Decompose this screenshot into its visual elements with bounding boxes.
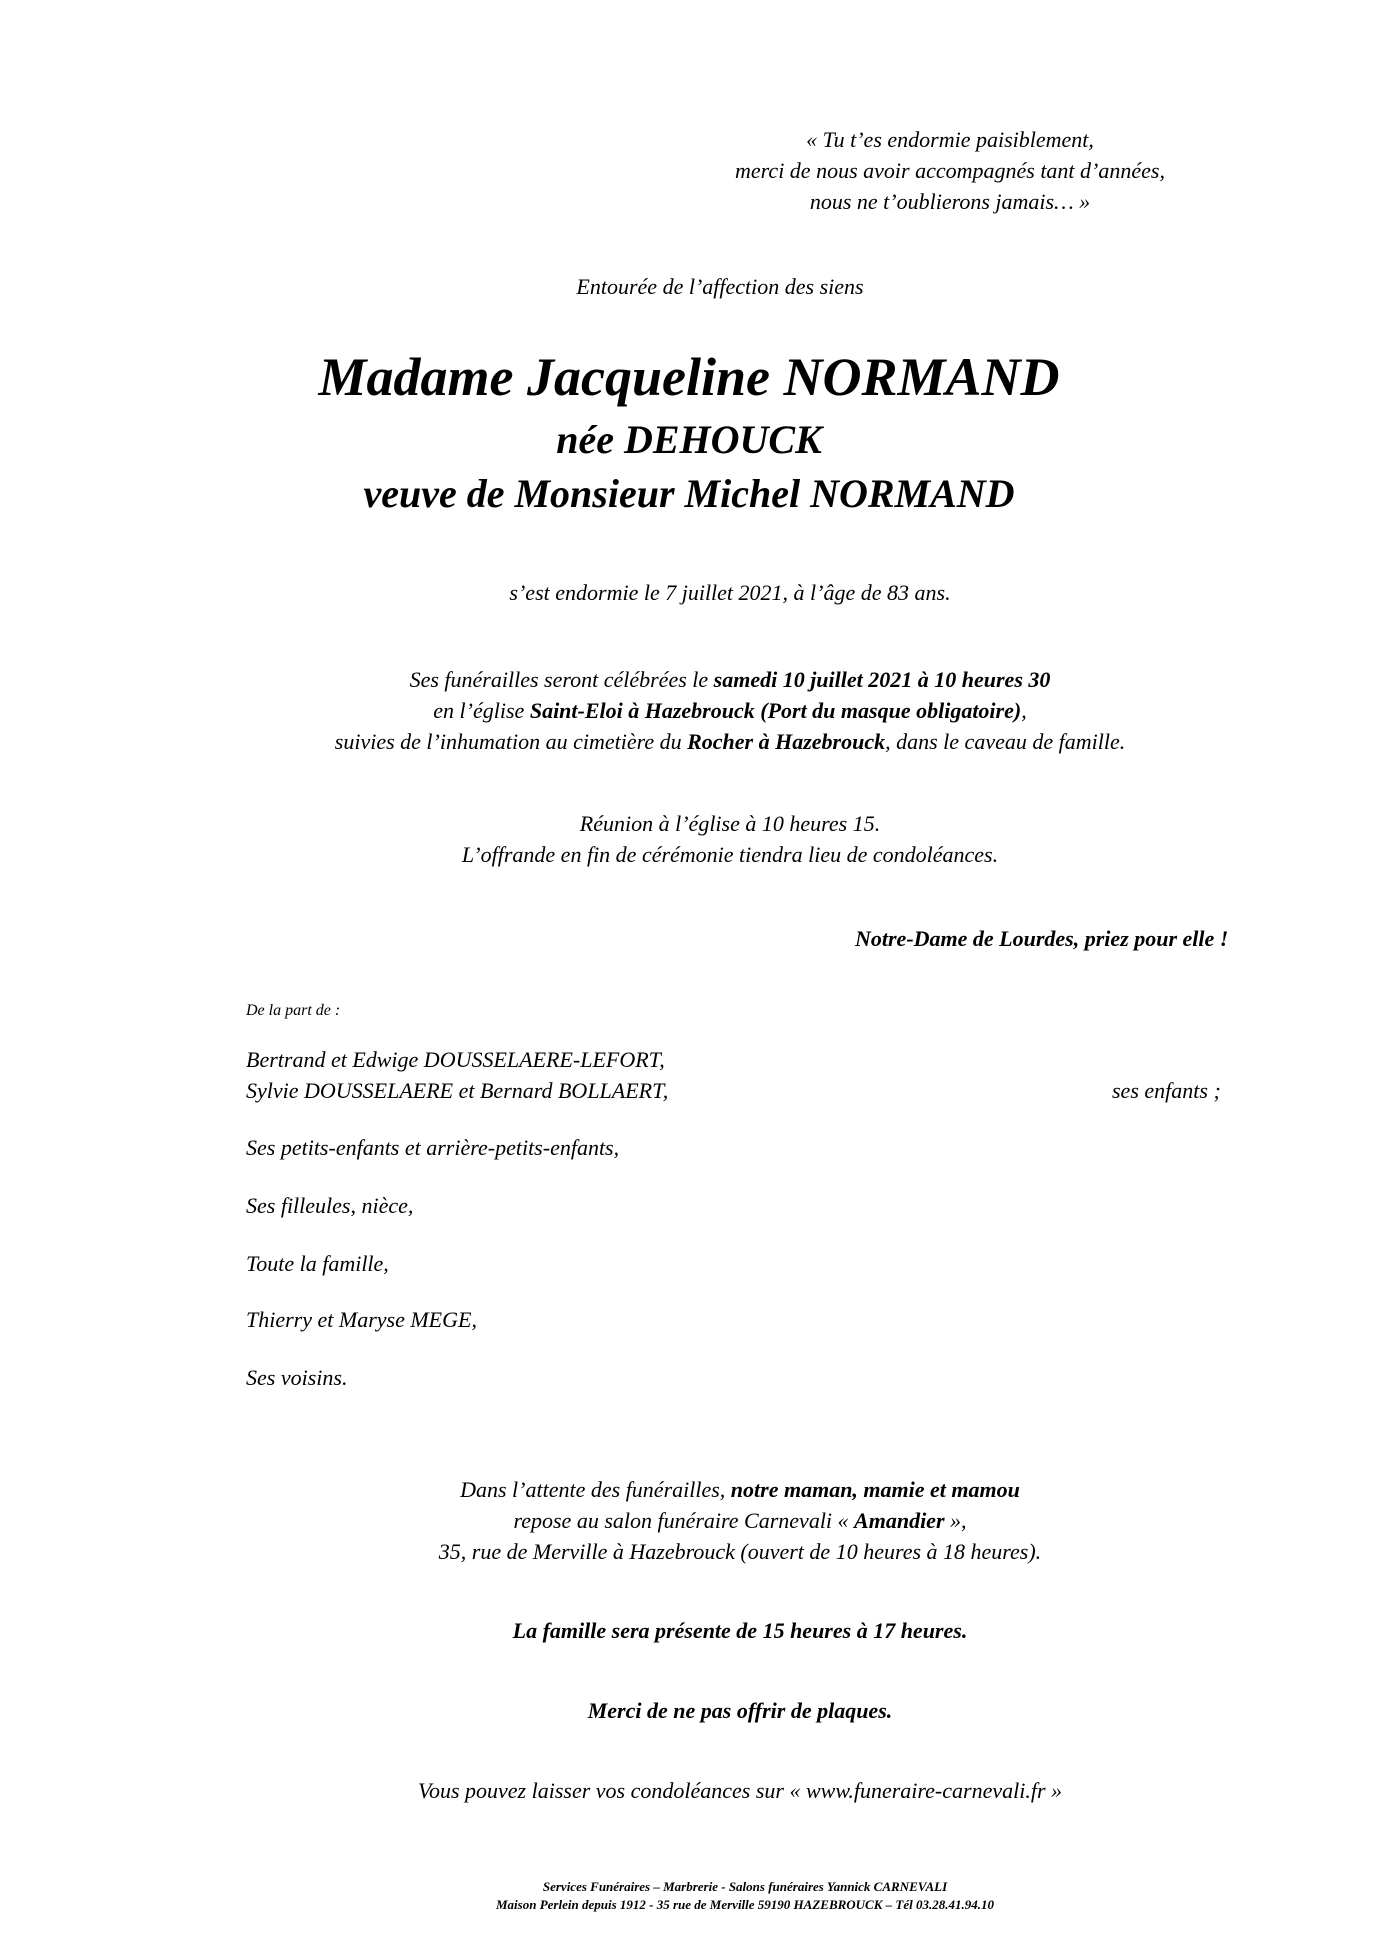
salon-who: notre maman, mamie et mamou: [730, 1477, 1020, 1502]
salon-room: Amandier: [854, 1508, 945, 1533]
funeral-details: [0, 664, 1378, 757]
family-goddaughters: Ses filleules, nièce,: [246, 1193, 414, 1218]
widow-of: veuve de Monsieur Michel NORMAND: [363, 471, 1015, 516]
no-plaques-note: Merci de ne pas offrir de plaques.: [587, 1698, 893, 1723]
reunion-info: [0, 808, 1378, 870]
epigraph-line: nous ne t’oublierons jamais… »: [809, 189, 1091, 214]
salon-quote-end: »,: [944, 1508, 967, 1533]
prayer-line: Notre-Dame de Lourdes, priez pour elle !: [855, 926, 1229, 951]
footer: [0, 1878, 1378, 1914]
epigraph-line: merci de nous avoir accompagnés tant d’années,: [735, 158, 1165, 183]
epigraph: [700, 124, 1200, 217]
salon-line-2: [0, 1505, 1378, 1536]
family-presence: La famille sera présente de 15 heures à 17 heures.: [512, 1618, 968, 1643]
from-label: De la part de :: [246, 1002, 341, 1019]
church-intro: en l’église: [433, 698, 530, 723]
salon-repose: repose au salon funéraire Carnevali «: [513, 1508, 855, 1533]
cemetery-name: Rocher à Hazebrouck: [687, 729, 886, 754]
family-role: ses enfants ;: [1112, 1078, 1221, 1103]
family-all: Toute la famille,: [246, 1251, 389, 1276]
church-name: Saint-Eloi à Hazebrouck (Port du masque obligatoire): [529, 698, 1022, 723]
burial-intro: suivies de l’inhumation au cimetière du: [334, 729, 688, 754]
salon-address: 35, rue de Merville à Hazebrouck (ouvert de 10 heures à 18 heures).: [438, 1539, 1042, 1564]
offrande-line: L’offrande en fin de cérémonie tiendra lieu de condoléances.: [461, 842, 999, 867]
maiden-name: née DEHOUCK: [556, 417, 822, 462]
death-statement: s’est endormie le 7 juillet 2021, à l’âge de 83 ans.: [509, 580, 951, 605]
entouree-text: Entourée de l’affection des siens: [576, 274, 864, 299]
condolences-note: Vous pouvez laisser vos condoléances sur « www.funeraire-carnevali.fr »: [417, 1778, 1063, 1803]
funeral-line-burial: [0, 726, 1378, 757]
deceased-name: Madame Jacqueline NORMAND: [318, 347, 1060, 407]
funeral-datetime: samedi 10 juillet 2021 à 10 heures 30: [713, 667, 1051, 692]
church-comma: ,: [1021, 698, 1027, 723]
salon-line-1: [0, 1474, 1378, 1505]
burial-end: , dans le caveau de famille.: [885, 729, 1126, 754]
funeral-home-info: [0, 1474, 1378, 1567]
family-line: Sylvie DOUSSELAERE et Bernard BOLLAERT,: [246, 1078, 669, 1103]
footer-line: Maison Perlein depuis 1912 - 35 rue de Merville 59190 HAZEBROUCK – Tél 03.28.41.94.10: [496, 1897, 994, 1912]
family-children: [246, 1044, 668, 1106]
funeral-line-church: [0, 695, 1378, 726]
family-neighbours: Ses voisins.: [246, 1365, 348, 1390]
family-line: Bertrand et Edwige DOUSSELAERE-LEFORT,: [246, 1047, 665, 1072]
salon-intro: Dans l’attente des funérailles,: [460, 1477, 731, 1502]
footer-line: Services Funéraires – Marbrerie - Salons funéraires Yannick CARNEVALI: [542, 1879, 948, 1894]
reunion-line: Réunion à l’église à 10 heures 15.: [579, 811, 881, 836]
funeral-intro: Ses funérailles seront célébrées le: [409, 667, 714, 692]
family-mege: Thierry et Maryse MEGE,: [246, 1307, 477, 1332]
family-grandchildren: Ses petits-enfants et arrière-petits-enfants,: [246, 1135, 620, 1160]
funeral-line-date: [0, 664, 1378, 695]
epigraph-line: « Tu t’es endormie paisiblement,: [806, 127, 1094, 152]
